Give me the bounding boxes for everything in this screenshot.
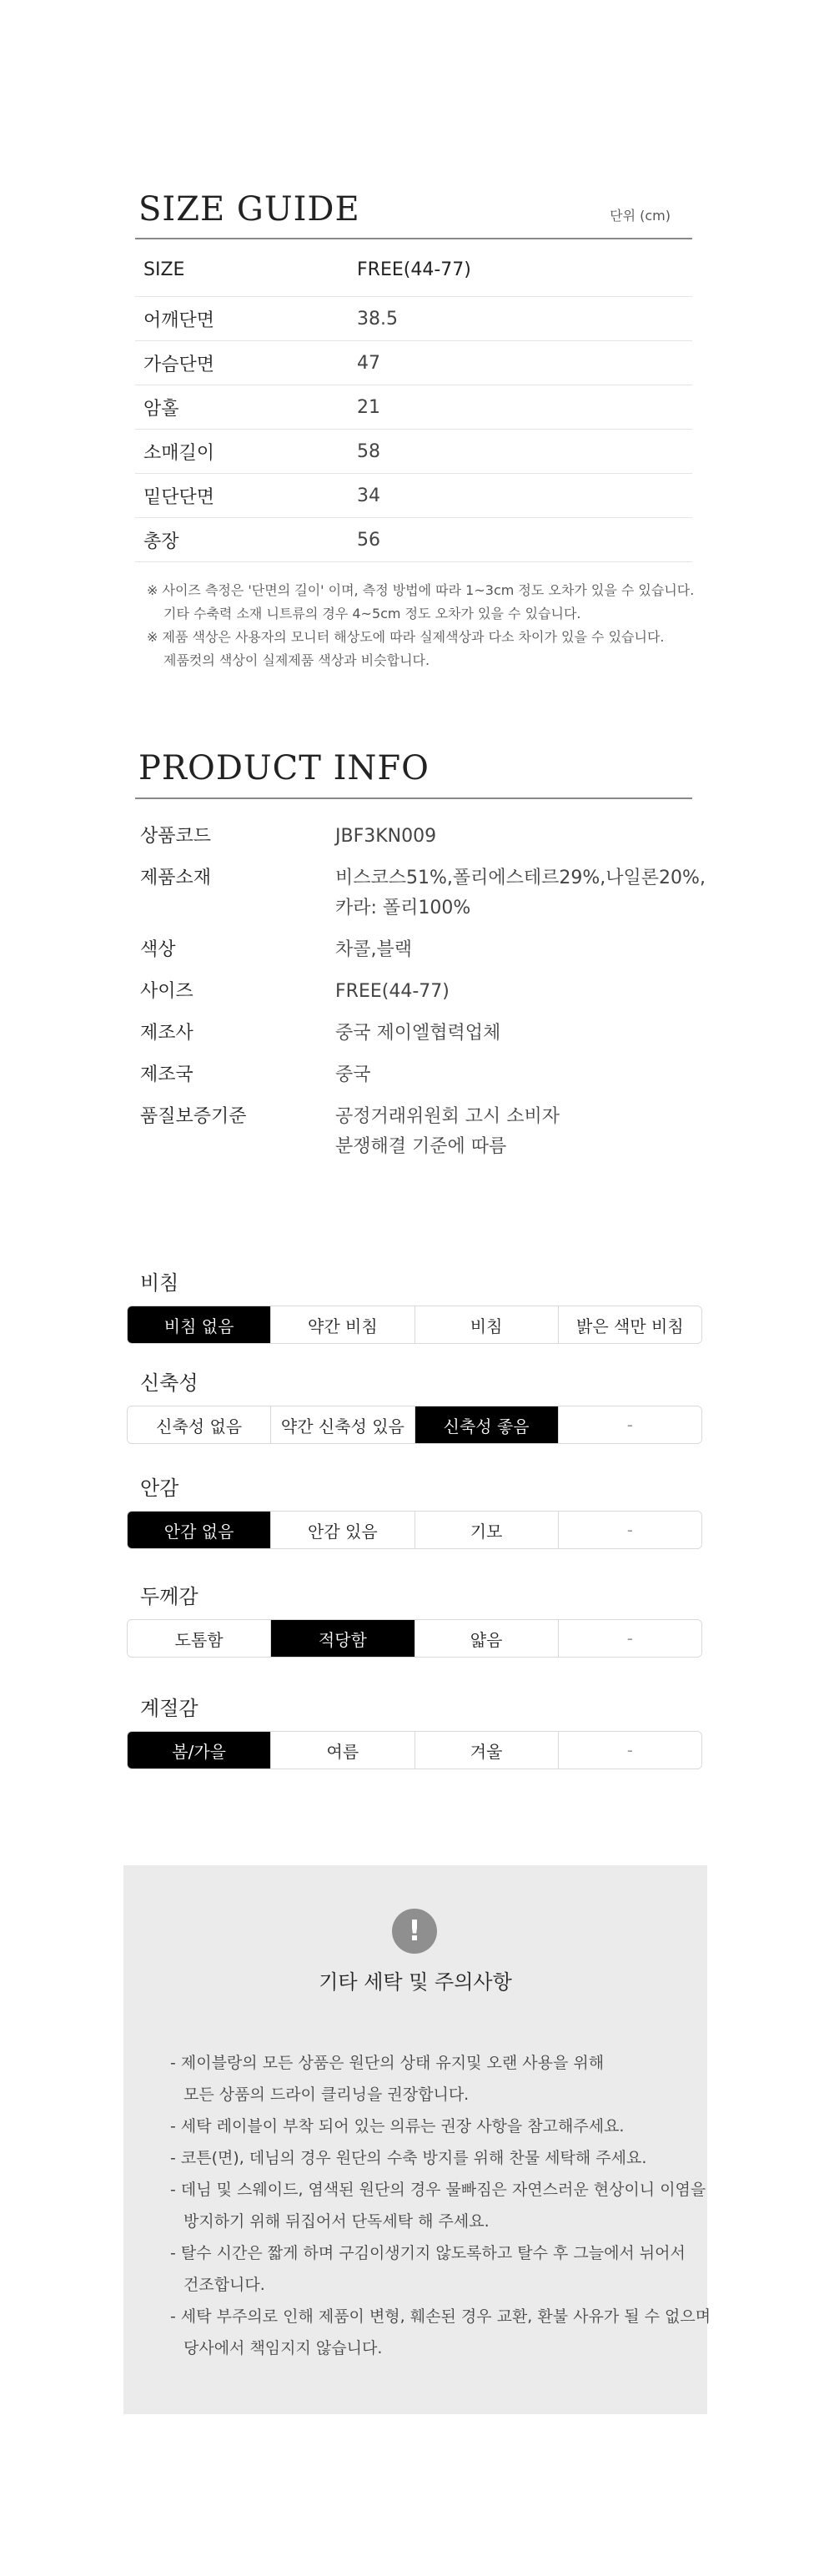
attr-lining xyxy=(127,1472,702,1549)
info-label: 제조국 xyxy=(140,1064,193,1085)
attr-sheerness xyxy=(127,1266,702,1344)
size-row-label: 가슴단면 xyxy=(143,354,215,375)
scale-option: 약간 비침 xyxy=(271,1306,414,1343)
care-list xyxy=(170,2047,711,2364)
table-row xyxy=(135,474,692,518)
attr-label: 신축성 xyxy=(140,1371,198,1395)
info-row xyxy=(140,935,741,965)
table-row xyxy=(135,297,692,341)
attr-thickness xyxy=(127,1580,702,1658)
list-item: - 데님 및 스웨이드, 염색된 원단의 경우 물빠짐은 자연스러운 현상이니 이염을 xyxy=(170,2181,706,2199)
scale-option: 기모 xyxy=(415,1512,559,1548)
scale-option: - xyxy=(559,1512,701,1548)
size-row-label: 밑단단면 xyxy=(143,486,215,508)
size-notes xyxy=(147,579,694,672)
scale-option: 겨울 xyxy=(415,1732,559,1768)
note-line: ※ 제품 색상은 사용자의 모니터 해상도에 따라 실제색상과 다소 차이가 있을 수 있습니다. xyxy=(147,629,665,645)
scale-option: 신축성 없음 xyxy=(128,1406,271,1443)
scale-option: 약간 신축성 있음 xyxy=(271,1406,414,1443)
info-value: 중국 제이엘협력업체 xyxy=(335,1023,501,1044)
scale-option: 비침 xyxy=(415,1306,559,1343)
product-info-list xyxy=(140,822,741,1174)
size-guide-title: SIZE GUIDE xyxy=(138,190,360,229)
size-row-value: 21 xyxy=(357,396,380,418)
scale-option: - xyxy=(559,1406,701,1443)
list-item: 모든 상품의 드라이 클리닝을 권장합니다. xyxy=(183,2085,470,2104)
attr-label: 계절감 xyxy=(140,1697,198,1720)
info-value: 비스코스51%,폴리에스테르29%,나일론20%, 카라: 폴리100% xyxy=(335,868,706,918)
list-item: - 제이블랑의 모든 상품은 원단의 상태 유지및 오랜 사용을 위해 xyxy=(170,2054,605,2072)
size-row-label: 소매길이 xyxy=(143,442,215,464)
size-header-label: SIZE xyxy=(143,259,185,280)
size-table xyxy=(135,244,692,562)
care-notice-box xyxy=(123,1865,711,2414)
size-row-label: 암홀 xyxy=(143,398,179,420)
info-row xyxy=(140,822,741,852)
list-item: - 탈수 시간은 짧게 하며 구김이생기지 않도록하고 탈수 후 그늘에서 뉘어서 xyxy=(170,2244,686,2262)
info-row xyxy=(140,863,741,923)
size-row-value: 47 xyxy=(357,352,380,374)
product-info-title: PRODUCT INFO xyxy=(138,749,430,787)
list-item: 당사에서 책임지지 않습니다. xyxy=(183,2339,383,2357)
size-row-label: 총장 xyxy=(143,531,179,552)
info-label: 사이즈 xyxy=(140,981,193,1002)
info-label: 품질보증기준 xyxy=(140,1106,247,1127)
info-label: 제품소재 xyxy=(140,868,212,888)
list-item: - 세탁 부주의로 인해 제품이 변형, 훼손된 경우 교환, 환불 사유가 될 수 없으며 xyxy=(170,2307,711,2326)
size-row-value: 58 xyxy=(357,440,380,462)
info-label: 제조사 xyxy=(140,1023,193,1044)
table-row xyxy=(135,341,692,385)
attr-scale xyxy=(127,1731,702,1769)
scale-option: 도톰함 xyxy=(128,1620,271,1657)
info-value: 공정거래위원회 고시 소비자 분쟁해결 기준에 따름 xyxy=(335,1106,560,1157)
info-label: 색상 xyxy=(140,939,176,960)
attr-label: 안감 xyxy=(140,1477,179,1500)
list-item: - 세탁 레이블이 부착 되어 있는 의류는 권장 사항을 참고해주세요. xyxy=(170,2117,625,2136)
info-row xyxy=(140,1102,741,1162)
size-table-header xyxy=(135,244,692,297)
table-row xyxy=(135,430,692,474)
scale-option: 안감 있음 xyxy=(271,1512,414,1548)
scale-option: 봄/가을 xyxy=(128,1732,271,1768)
scale-option: 비침 없음 xyxy=(128,1306,271,1343)
info-value: 중국 xyxy=(335,1064,371,1085)
scale-option: 얇음 xyxy=(415,1620,559,1657)
size-row-value: 38.5 xyxy=(357,308,398,330)
scale-option: 안감 없음 xyxy=(128,1512,271,1548)
attr-stretch xyxy=(127,1366,702,1444)
info-value: FREE(44-77) xyxy=(335,981,450,1002)
care-title: 기타 세탁 및 주의사항 xyxy=(319,1970,512,1994)
list-item: - 코튼(면), 데님의 경우 원단의 수축 방지를 위해 찬물 세탁해 주세요. xyxy=(170,2149,647,2167)
info-row xyxy=(140,977,741,1007)
size-row-value: 34 xyxy=(357,485,380,506)
table-row xyxy=(135,385,692,430)
attr-scale xyxy=(127,1511,702,1549)
size-row-value: 56 xyxy=(357,529,380,551)
table-row xyxy=(135,518,692,562)
info-row xyxy=(140,1060,741,1090)
scale-option: - xyxy=(559,1732,701,1768)
scale-option: - xyxy=(559,1620,701,1657)
scale-option: 여름 xyxy=(271,1732,414,1768)
attr-label: 두께감 xyxy=(140,1585,198,1608)
exclamation-icon: ! xyxy=(392,1909,437,1954)
attr-scale xyxy=(127,1406,702,1444)
info-row xyxy=(140,1019,741,1049)
size-row-label: 어깨단면 xyxy=(143,309,215,331)
attr-season xyxy=(127,1692,702,1769)
list-item: 방지하기 위해 뒤집어서 단독세탁 해 주세요. xyxy=(183,2212,490,2231)
info-value: 차콜,블랙 xyxy=(335,939,413,960)
note-line: 제품컷의 색상이 실제제품 색상과 비슷합니다. xyxy=(163,652,430,668)
attr-scale xyxy=(127,1619,702,1658)
note-line: ※ 사이즈 측정은 '단면의 길이' 이며, 측정 방법에 따라 1~3cm 정도 오차가 있을 수 있습니다. xyxy=(147,582,695,598)
divider xyxy=(135,797,692,799)
scale-option: 밝은 색만 비침 xyxy=(559,1306,701,1343)
scale-option: 적당함 xyxy=(271,1620,414,1657)
list-item: 건조합니다. xyxy=(183,2276,265,2294)
size-header-value: FREE(44-77) xyxy=(357,259,471,280)
info-label: 상품코드 xyxy=(140,826,212,847)
note-line: 기타 수축력 소재 니트류의 경우 4~5cm 정도 오차가 있을 수 있습니다. xyxy=(163,606,581,621)
scale-option: 신축성 좋음 xyxy=(415,1406,559,1443)
unit-label: 단위 (cm) xyxy=(610,208,671,224)
attr-label: 비침 xyxy=(140,1271,179,1295)
info-value: JBF3KN009 xyxy=(335,826,437,847)
attr-scale xyxy=(127,1306,702,1344)
divider xyxy=(135,238,692,239)
